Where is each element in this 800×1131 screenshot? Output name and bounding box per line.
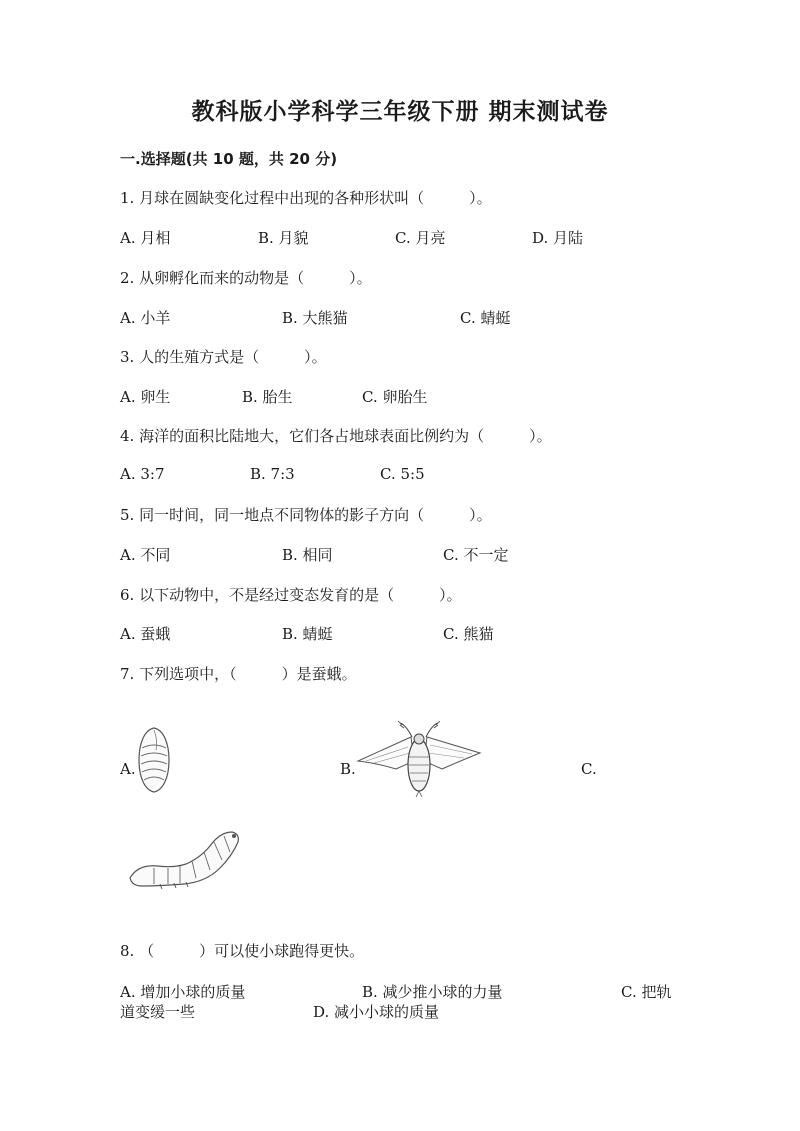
q7-option-a: A. xyxy=(120,760,136,778)
q4-option-b: B. 7:3 xyxy=(250,465,295,483)
question-4: 4. 海洋的面积比陆地大，它们各占地球表面比例约为（ ）。 xyxy=(120,427,552,445)
q3-option-a: A. 卵生 xyxy=(120,388,171,406)
q6-option-a: A. 蚕蛾 xyxy=(120,625,171,643)
q1-option-b: B. 月貌 xyxy=(258,229,309,247)
q1-option-d: D. 月陆 xyxy=(532,229,584,247)
q7-option-c: C. xyxy=(581,760,597,778)
q8-option-c-continued: 道变缓一些 xyxy=(120,1003,196,1021)
silkworm-larva-icon xyxy=(124,826,242,890)
silkworm-pupa-icon xyxy=(136,726,172,794)
q5-option-c: C. 不一定 xyxy=(443,546,509,564)
q6-option-b: B. 蜻蜓 xyxy=(282,625,333,643)
q5-option-a: A. 不同 xyxy=(120,546,171,564)
q1-option-c: C. 月亮 xyxy=(395,229,446,247)
q2-option-c: C. 蜻蜓 xyxy=(460,309,511,327)
q2-option-a: A. 小羊 xyxy=(120,309,171,327)
q3-option-c: C. 卵胎生 xyxy=(362,388,428,406)
question-5: 5. 同一时间，同一地点不同物体的影子方向（ ）。 xyxy=(120,506,492,524)
section-heading: 一.选择题(共 10 题，共 20 分) xyxy=(120,150,338,168)
q6-option-c: C. 熊猫 xyxy=(443,625,494,643)
question-1: 1. 月球在圆缺变化过程中出现的各种形状叫（ ）。 xyxy=(120,189,492,207)
silkworm-moth-icon xyxy=(356,717,482,797)
q8-option-a: A. 增加小球的质量 xyxy=(120,983,246,1001)
q4-option-a: A. 3:7 xyxy=(120,465,165,483)
question-2: 2. 从卵孵化而来的动物是（ ）。 xyxy=(120,269,372,287)
page-title: 教科版小学科学三年级下册 期末测试卷 xyxy=(191,99,609,125)
question-6: 6. 以下动物中，不是经过变态发育的是（ ）。 xyxy=(120,586,462,604)
question-8: 8. （ ）可以使小球跑得更快。 xyxy=(120,942,365,960)
question-3: 3. 人的生殖方式是（ ）。 xyxy=(120,348,327,366)
q5-option-b: B. 相同 xyxy=(282,546,333,564)
q1-option-a: A. 月相 xyxy=(120,229,171,247)
q8-option-b: B. 减少推小球的力量 xyxy=(362,983,503,1001)
q7-option-b: B. xyxy=(340,760,356,778)
q3-option-b: B. 胎生 xyxy=(242,388,293,406)
q4-option-c: C. 5:5 xyxy=(380,465,425,483)
q2-option-b: B. 大熊猫 xyxy=(282,309,348,327)
q8-option-d: D. 减小小球的质量 xyxy=(313,1003,440,1021)
question-7: 7. 下列选项中，（ ）是蚕蛾。 xyxy=(120,665,357,683)
q8-option-c: C. 把轨 xyxy=(621,983,672,1001)
